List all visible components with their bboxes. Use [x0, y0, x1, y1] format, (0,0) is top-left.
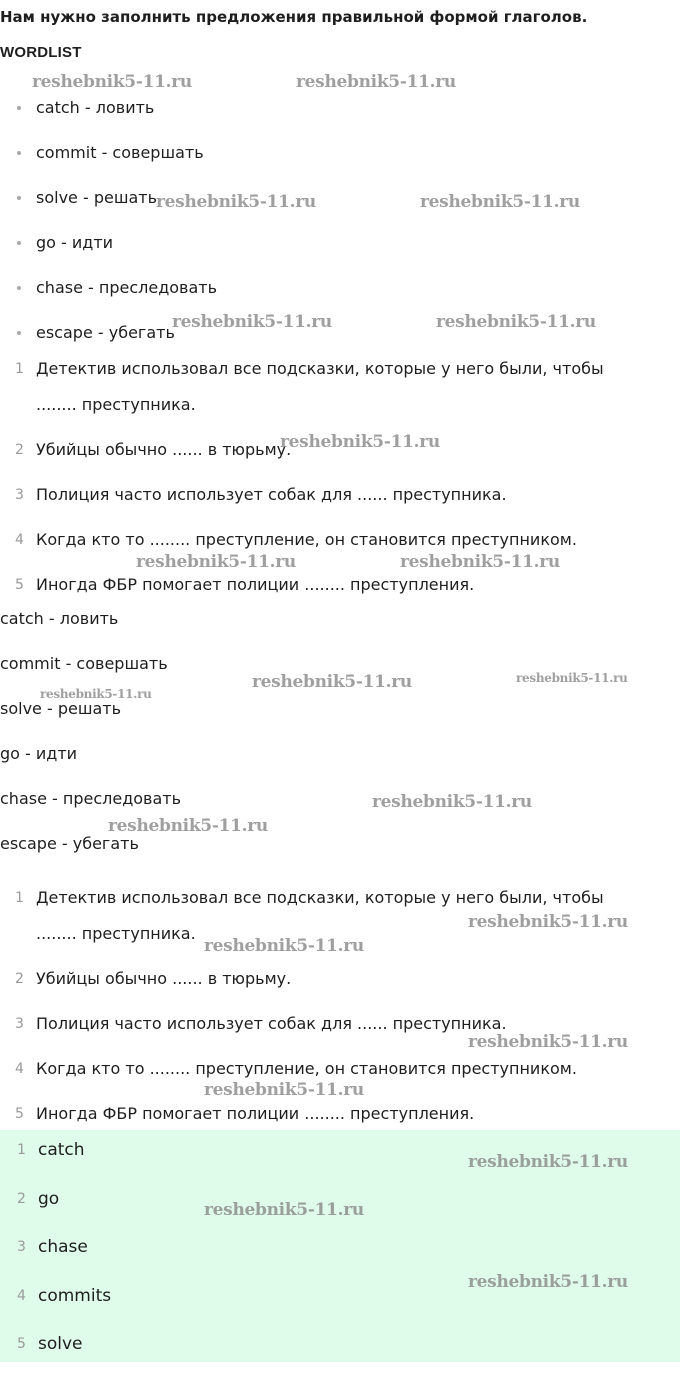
item-number: 5 [15, 1106, 24, 1122]
bullet-icon [17, 106, 21, 110]
bullet-icon [17, 196, 21, 200]
watermark: reshebnik5-11.ru [204, 1200, 364, 1220]
item-number: 3 [15, 487, 24, 503]
watermark: reshebnik5-11.ru [436, 312, 596, 332]
answer-text: commits [38, 1285, 112, 1306]
watermark: reshebnik5-11.ru [136, 552, 296, 572]
answer-text: go [38, 1188, 60, 1209]
sentence-text: Когда кто то ........ преступление, он становится преступником. [36, 1059, 577, 1078]
intro-text: Нам нужно заполнить предложения правильной формой глаголов. [0, 8, 588, 26]
wordlist-plain-item: escape - убегать [0, 834, 139, 853]
sentence-text: Убийцы обычно ...... в тюрьму. [36, 969, 292, 988]
wordlist-item: solve - решать [0, 186, 680, 231]
sentence-item [0, 522, 680, 558]
watermark: reshebnik5-11.ru [32, 72, 192, 92]
sentence-text: Иногда ФБР помогает полиции ........ преступления. [36, 575, 475, 594]
item-number: 2 [15, 971, 24, 987]
watermark: reshebnik5-11.ru [516, 671, 628, 685]
item-number: 4 [17, 1287, 26, 1304]
wordlist-item: catch - ловить [0, 96, 680, 141]
watermark: reshebnik5-11.ru [204, 1080, 364, 1100]
sentence-text: Детектив использовал все подсказки, которые у него были, чтобы ........ преступника. [36, 359, 604, 414]
sentence-text: Полиция часто использует собак для ...... преступника. [36, 1014, 507, 1033]
answer-text: solve [38, 1334, 83, 1354]
wordlist-item: escape - убегать [0, 321, 680, 366]
watermark: reshebnik5-11.ru [40, 687, 152, 701]
answer-text: catch [38, 1140, 85, 1160]
watermark: reshebnik5-11.ru [400, 552, 560, 572]
item-number: 1 [17, 1142, 26, 1158]
answer-item [0, 1324, 680, 1373]
item-number: 1 [15, 361, 24, 377]
item-number: 1 [15, 890, 24, 906]
wordlist-plain-item: catch - ловить [0, 609, 119, 628]
watermark: reshebnik5-11.ru [204, 936, 364, 956]
wordlist-item: commit - совершать [0, 141, 680, 186]
sentence-item [0, 1096, 680, 1132]
item-number: 3 [17, 1239, 26, 1255]
sentence-text: Детектив использовал все подсказки, которые у него были, чтобы ........ преступника. [36, 888, 604, 943]
sentence-text: Полиция часто использует собак для ...... преступника. [36, 485, 507, 504]
watermark: reshebnik5-11.ru [108, 816, 268, 836]
answer-item [0, 1227, 680, 1276]
sentence-item [0, 961, 680, 997]
sentence-item [0, 477, 680, 513]
sentence-list [0, 351, 680, 612]
watermark: reshebnik5-11.ru [280, 432, 440, 452]
watermark: reshebnik5-11.ru [468, 1272, 628, 1292]
answer-text: chase [38, 1237, 88, 1257]
wordlist-heading: WORDLIST [0, 44, 82, 61]
bullet-icon [17, 241, 21, 245]
sentence-text: Когда кто то ........ преступление, он становится преступником. [36, 530, 577, 549]
wordlist-item: go - идти [0, 231, 680, 276]
bullet-icon [17, 331, 21, 335]
bullet-icon [17, 286, 21, 290]
watermark: reshebnik5-11.ru [252, 672, 412, 692]
watermark: reshebnik5-11.ru [296, 72, 456, 92]
wordlist-plain [0, 607, 680, 877]
item-number: 3 [15, 1016, 24, 1032]
watermark: reshebnik5-11.ru [468, 1032, 628, 1052]
sentence-text: Убийцы обычно ...... в тюрьму. [36, 440, 292, 459]
watermark: reshebnik5-11.ru [156, 192, 316, 212]
wordlist-plain-item: go - идти [0, 744, 78, 763]
item-number: 2 [15, 442, 24, 458]
sentence-item [0, 351, 680, 423]
sentence-text: Иногда ФБР помогает полиции ........ преступления. [36, 1104, 475, 1123]
watermark: reshebnik5-11.ru [468, 1152, 628, 1172]
bullet-icon [17, 151, 21, 155]
sentence-item [0, 567, 680, 603]
item-number: 4 [15, 1061, 24, 1077]
watermark: reshebnik5-11.ru [468, 912, 628, 932]
watermark: reshebnik5-11.ru [172, 312, 332, 332]
watermark: reshebnik5-11.ru [420, 192, 580, 212]
watermark: reshebnik5-11.ru [372, 792, 532, 812]
item-number: 5 [17, 1336, 26, 1352]
wordlist-plain-item: commit - совершать [0, 654, 168, 673]
item-number: 5 [15, 577, 24, 593]
item-number: 2 [17, 1190, 26, 1207]
item-number: 4 [15, 532, 24, 548]
wordlist-item: chase - преследовать [0, 276, 680, 321]
wordlist-plain-item: chase - преследовать [0, 789, 182, 808]
wordlist-plain-item: solve - решать [0, 699, 122, 718]
